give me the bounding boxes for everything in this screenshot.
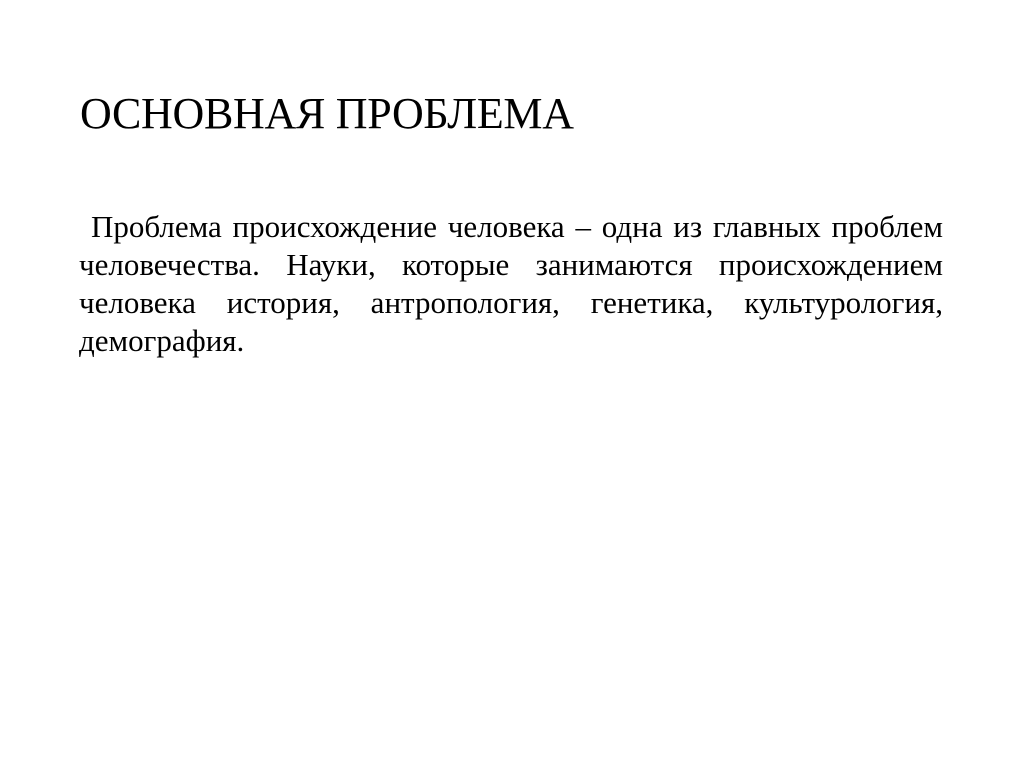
slide-title: ОСНОВНАЯ ПРОБЛЕМА xyxy=(80,89,574,138)
slide-body-text: Проблема происхождение человека – одна из главных проблем человечества. Науки, которые занимаются происхождением человека история, антропология, генетика, культурология, демография. xyxy=(79,209,943,358)
